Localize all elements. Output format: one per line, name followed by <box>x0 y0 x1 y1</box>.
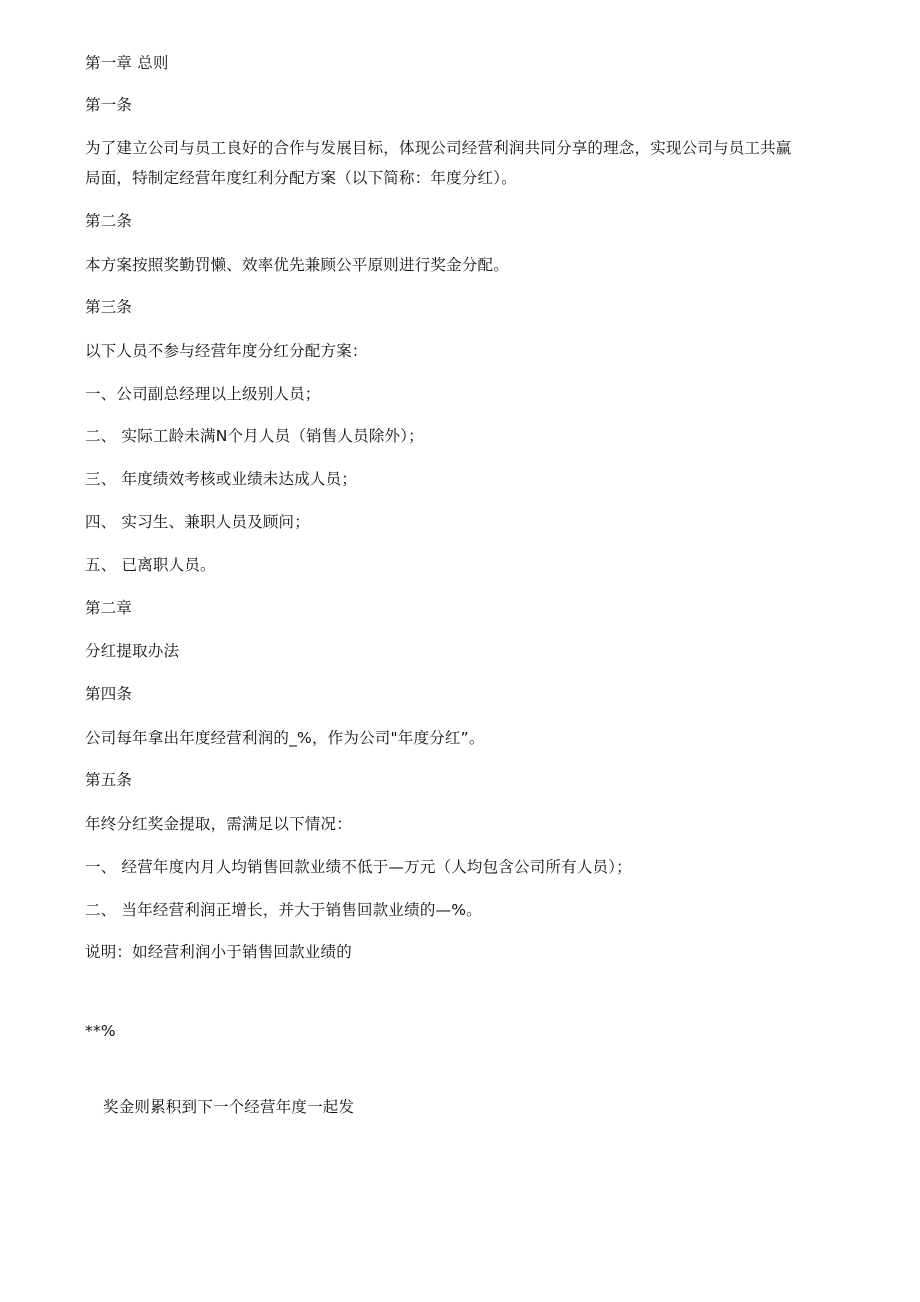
article-5-heading: 第五条 <box>85 771 133 789</box>
list-item: 一、公司副总经理以上级别人员； <box>85 385 321 403</box>
chapter-2-title: 分红提取办法 <box>85 642 180 660</box>
article-1-heading: 第一条 <box>85 96 133 114</box>
list-item: 二、 当年经营利润正增长，并大于销售回款业绩的—%。 <box>85 901 482 919</box>
note-continuation: 奖金则累积到下一个经营年度一起发 <box>103 1098 355 1116</box>
list-item: 二、 实际工龄未满N个月人员（销售人员除外）； <box>85 427 424 445</box>
note-text: 说明：如经营利润小于销售回款业绩的 <box>85 943 352 961</box>
list-item: 五、 已离职人员。 <box>85 556 216 574</box>
list-item: 四、 实习生、兼职人员及顾问； <box>85 513 310 531</box>
list-item: 一、 经营年度内月人均销售回款业绩不低于—万元（人均包含公司所有人员）； <box>85 858 632 876</box>
article-1-text: 为了建立公司与员工良好的合作与发展目标，体现公司经营利润共同分享的理念，实现公司与员工共赢局面，特制定经营年度红利分配方案（以下简称：年度分红）。 <box>85 139 792 187</box>
article-4-text: 公司每年拿出年度经营利润的_%，作为公司"年度分红”。 <box>85 729 485 747</box>
article-2-heading: 第二条 <box>85 212 133 230</box>
chapter-1-heading: 第一章 总则 <box>85 54 169 72</box>
chapter-2-heading: 第二章 <box>85 599 133 617</box>
article-3-text: 以下人员不参与经营年度分红分配方案： <box>85 342 368 360</box>
list-item: 三、 年度绩效考核或业绩未达成人员； <box>85 470 358 488</box>
article-5-text: 年终分红奖金提取，需满足以下情况： <box>85 815 352 833</box>
article-4-heading: 第四条 <box>85 685 133 703</box>
note-percent: **% <box>85 1022 116 1040</box>
article-2-text: 本方案按照奖勤罚懒、效率优先兼顾公平原则进行奖金分配。 <box>85 256 509 274</box>
article-3-heading: 第三条 <box>85 298 133 316</box>
